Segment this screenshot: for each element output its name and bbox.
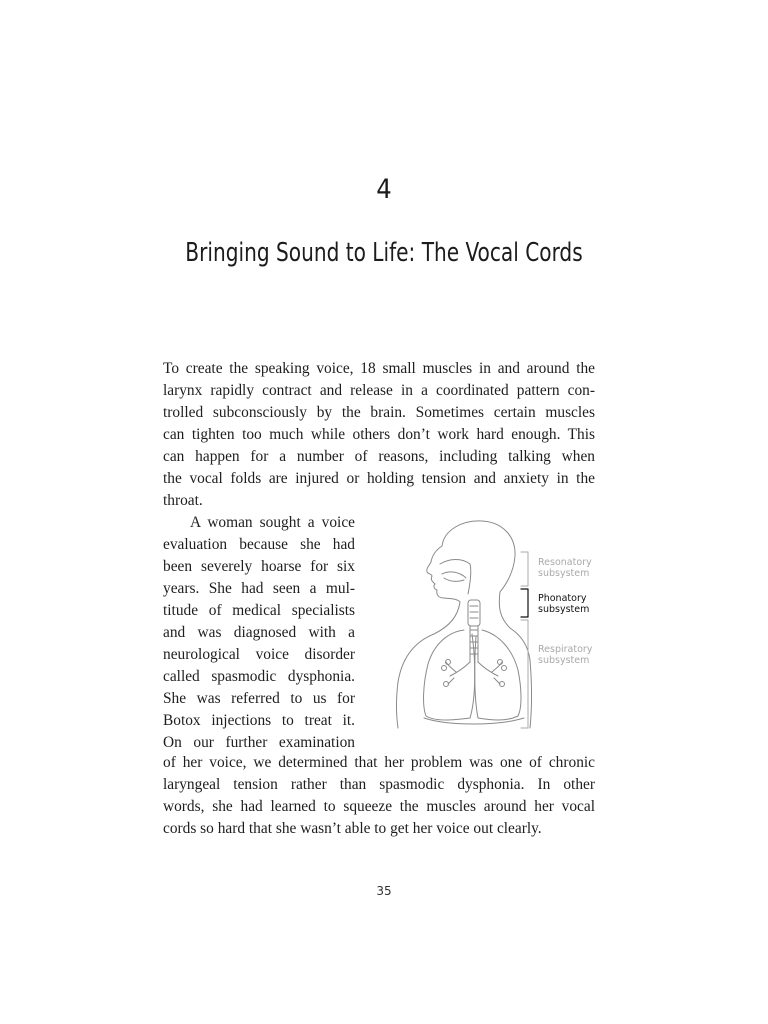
chapter-number: 4	[376, 174, 392, 205]
text-line: On our further examination	[163, 734, 355, 751]
respiratory-sublabel: subsystem	[538, 655, 590, 666]
right-lung-outline	[475, 630, 521, 720]
face-outline	[427, 546, 460, 602]
resonatory-label: Resonatory	[538, 557, 592, 568]
vocal-anatomy-illustration	[378, 512, 600, 734]
phonatory-bracket	[521, 589, 528, 617]
text-line: been severely hoarse for six	[163, 558, 355, 575]
text-line: A woman sought a voice	[190, 514, 355, 531]
text-line: larynx rapidly contract and release in a coordinated pattern con-	[163, 382, 595, 399]
text-line: trolled subconsciously by the brain. Sometimes certain muscles	[163, 404, 595, 421]
respiratory-bracket	[521, 620, 528, 728]
left-lung-outline	[424, 630, 475, 720]
larynx-outline	[468, 600, 480, 626]
phonatory-label: Phonatory	[538, 593, 587, 604]
text-line: can happen for a number of reasons, including talking when	[163, 448, 595, 465]
text-line: throat.	[163, 492, 203, 509]
text-line: called spasmodic dysphonia.	[163, 668, 355, 685]
text-line: and was diagnosed with a	[163, 624, 355, 641]
text-line: titude of medical specialists	[163, 602, 355, 619]
text-line: of her voice, we determined that her problem was one of chronic	[163, 754, 595, 771]
text-line: the vocal folds are injured or holding tension and anxiety in the	[163, 470, 595, 487]
text-line: evaluation because she had	[163, 536, 355, 553]
text-line: cords so hard that she wasn’t able to get her voice out clearly.	[163, 820, 542, 837]
text-line: years. She had seen a mul-	[163, 580, 355, 597]
text-line: She was referred to us for	[163, 690, 355, 707]
resonatory-sublabel: subsystem	[538, 568, 590, 579]
page-number: 35	[376, 884, 392, 898]
text-line: laryngeal tension rather than spasmodic dysphonia. In other	[163, 776, 595, 793]
text-line: Botox injections to treat it.	[163, 712, 355, 729]
bronchi-outline	[450, 662, 498, 676]
chapter-title: Bringing Sound to Life: The Vocal Cords	[185, 238, 583, 268]
text-line: can tighten too much while others don’t work hard enough. This	[163, 426, 595, 443]
text-line: To create the speaking voice, 18 small muscles in and around the	[163, 360, 595, 377]
text-line: neurological voice disorder	[163, 646, 355, 663]
resonatory-bracket	[521, 552, 528, 586]
text-line: words, she had learned to squeeze the muscles around her vocal	[163, 798, 595, 815]
nasal-cavity-outline	[440, 560, 471, 595]
phonatory-sublabel: subsystem	[538, 604, 590, 615]
vocal-subsystems-figure	[378, 512, 600, 734]
right-neck-outline	[499, 592, 530, 660]
respiratory-label: Respiratory	[538, 644, 593, 655]
